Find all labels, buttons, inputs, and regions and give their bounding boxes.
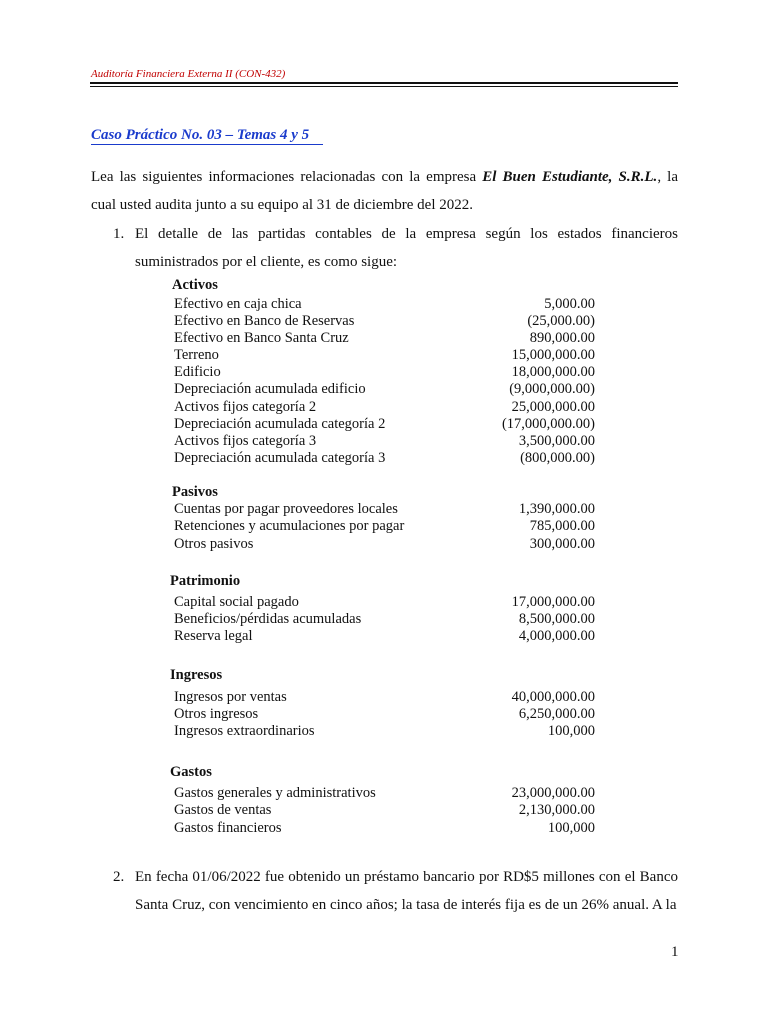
table-row — [174, 785, 595, 802]
table-row — [174, 594, 595, 611]
row-value: 785,000.00 — [529, 518, 595, 534]
row-value: 1,390,000.00 — [518, 501, 595, 517]
row-label: Reserva legal — [174, 628, 253, 644]
list-item-1 — [113, 220, 678, 276]
table-row — [174, 518, 595, 535]
row-value: 300,000.00 — [529, 536, 595, 552]
row-label: Ingresos por ventas — [174, 689, 287, 705]
row-value: (25,000.00) — [527, 313, 595, 329]
row-value: 17,000,000.00 — [511, 594, 595, 610]
row-value: 25,000,000.00 — [511, 399, 595, 415]
section-title-activos: Activos — [172, 277, 218, 293]
row-label: Gastos financieros — [174, 820, 282, 836]
table-row — [174, 706, 595, 723]
table-row — [174, 628, 595, 645]
row-value: 15,000,000.00 — [511, 347, 595, 363]
row-value: 40,000,000.00 — [511, 689, 595, 705]
table-row — [174, 433, 595, 450]
intro-before: Lea las siguientes informaciones relacionadas con la empresa — [91, 169, 483, 185]
intro-after: , la cual usted audita junto a su equipo al 31 de diciembre del 2022. — [91, 169, 678, 213]
table-row — [174, 536, 595, 553]
row-label: Gastos de ventas — [174, 802, 272, 818]
row-value: 23,000,000.00 — [511, 785, 595, 801]
table-row — [174, 330, 595, 347]
row-label: Activos fijos categoría 3 — [174, 433, 317, 449]
row-label: Gastos generales y administrativos — [174, 785, 376, 801]
row-value: (9,000,000.00) — [509, 381, 595, 397]
section-title-gastos: Gastos — [170, 764, 212, 780]
intro-paragraph — [91, 163, 678, 219]
row-label: Depreciación acumulada categoría 3 — [174, 450, 386, 466]
row-label: Depreciación acumulada edificio — [174, 381, 366, 397]
row-label: Capital social pagado — [174, 594, 299, 610]
list-item-number: 2. — [113, 869, 125, 885]
table-row — [174, 296, 595, 313]
row-value: 4,000,000.00 — [518, 628, 595, 644]
header-rule-thin — [90, 86, 678, 87]
table-row — [174, 450, 595, 467]
row-value: 2,130,000.00 — [518, 802, 595, 818]
row-label: Ingresos extraordinarios — [174, 723, 315, 739]
company-name: El Buen Estudiante, S.R.L. — [482, 169, 658, 185]
row-label: Otros ingresos — [174, 706, 259, 722]
list-item-text: En fecha 01/06/2022 fue obtenido un préstamo bancario por RD$5 millones con el Banco Santa Cruz, con vencimiento en cinco años; la tasa de interés fija es de un 26% anual. A la — [135, 869, 678, 913]
table-row — [174, 364, 595, 381]
table-row — [174, 501, 595, 518]
row-value: 100,000 — [547, 820, 595, 836]
row-value: 890,000.00 — [529, 330, 595, 346]
table-row — [174, 611, 595, 628]
table-row — [174, 723, 595, 740]
table-row — [174, 802, 595, 819]
page-number: 1 — [671, 944, 679, 960]
row-label: Efectivo en Banco Santa Cruz — [174, 330, 349, 346]
row-label: Activos fijos categoría 2 — [174, 399, 317, 415]
table-row — [174, 347, 595, 364]
row-label: Efectivo en caja chica — [174, 296, 302, 312]
row-value: (17,000,000.00) — [501, 416, 595, 432]
table-row — [174, 313, 595, 330]
section-title-pasivos: Pasivos — [172, 484, 218, 500]
row-label: Cuentas por pagar proveedores locales — [174, 501, 398, 517]
list-item-2 — [113, 863, 678, 919]
row-label: Retenciones y acumulaciones por pagar — [174, 518, 405, 534]
row-label: Terreno — [174, 347, 219, 363]
case-title: Caso Práctico No. 03 – Temas 4 y 5 — [91, 127, 323, 145]
table-row — [174, 381, 595, 398]
row-value: 3,500,000.00 — [518, 433, 595, 449]
table-row — [174, 689, 595, 706]
table-row — [174, 416, 595, 433]
row-value: 8,500,000.00 — [518, 611, 595, 627]
section-title-ingresos: Ingresos — [170, 667, 223, 683]
row-label: Efectivo en Banco de Reservas — [174, 313, 355, 329]
row-value: 100,000 — [547, 723, 595, 739]
table-row — [174, 399, 595, 416]
row-value: 6,250,000.00 — [518, 706, 595, 722]
row-label: Edificio — [174, 364, 221, 380]
row-label: Beneficios/pérdidas acumuladas — [174, 611, 362, 627]
list-item-number: 1. — [113, 226, 125, 242]
section-title-patrimonio: Patrimonio — [170, 573, 241, 589]
row-label: Otros pasivos — [174, 536, 254, 552]
list-item-text: El detalle de las partidas contables de la empresa según los estados financieros suministrados por el cliente, es como sigue: — [135, 226, 678, 270]
row-label: Depreciación acumulada categoría 2 — [174, 416, 386, 432]
table-row — [174, 820, 595, 837]
row-value: 5,000.00 — [544, 296, 595, 312]
row-value: 18,000,000.00 — [511, 364, 595, 380]
header-rule-thick — [90, 82, 678, 84]
row-value: (800,000.00) — [520, 450, 595, 466]
document-header: Auditoría Financiera Externa II (CON-432) — [91, 68, 286, 80]
